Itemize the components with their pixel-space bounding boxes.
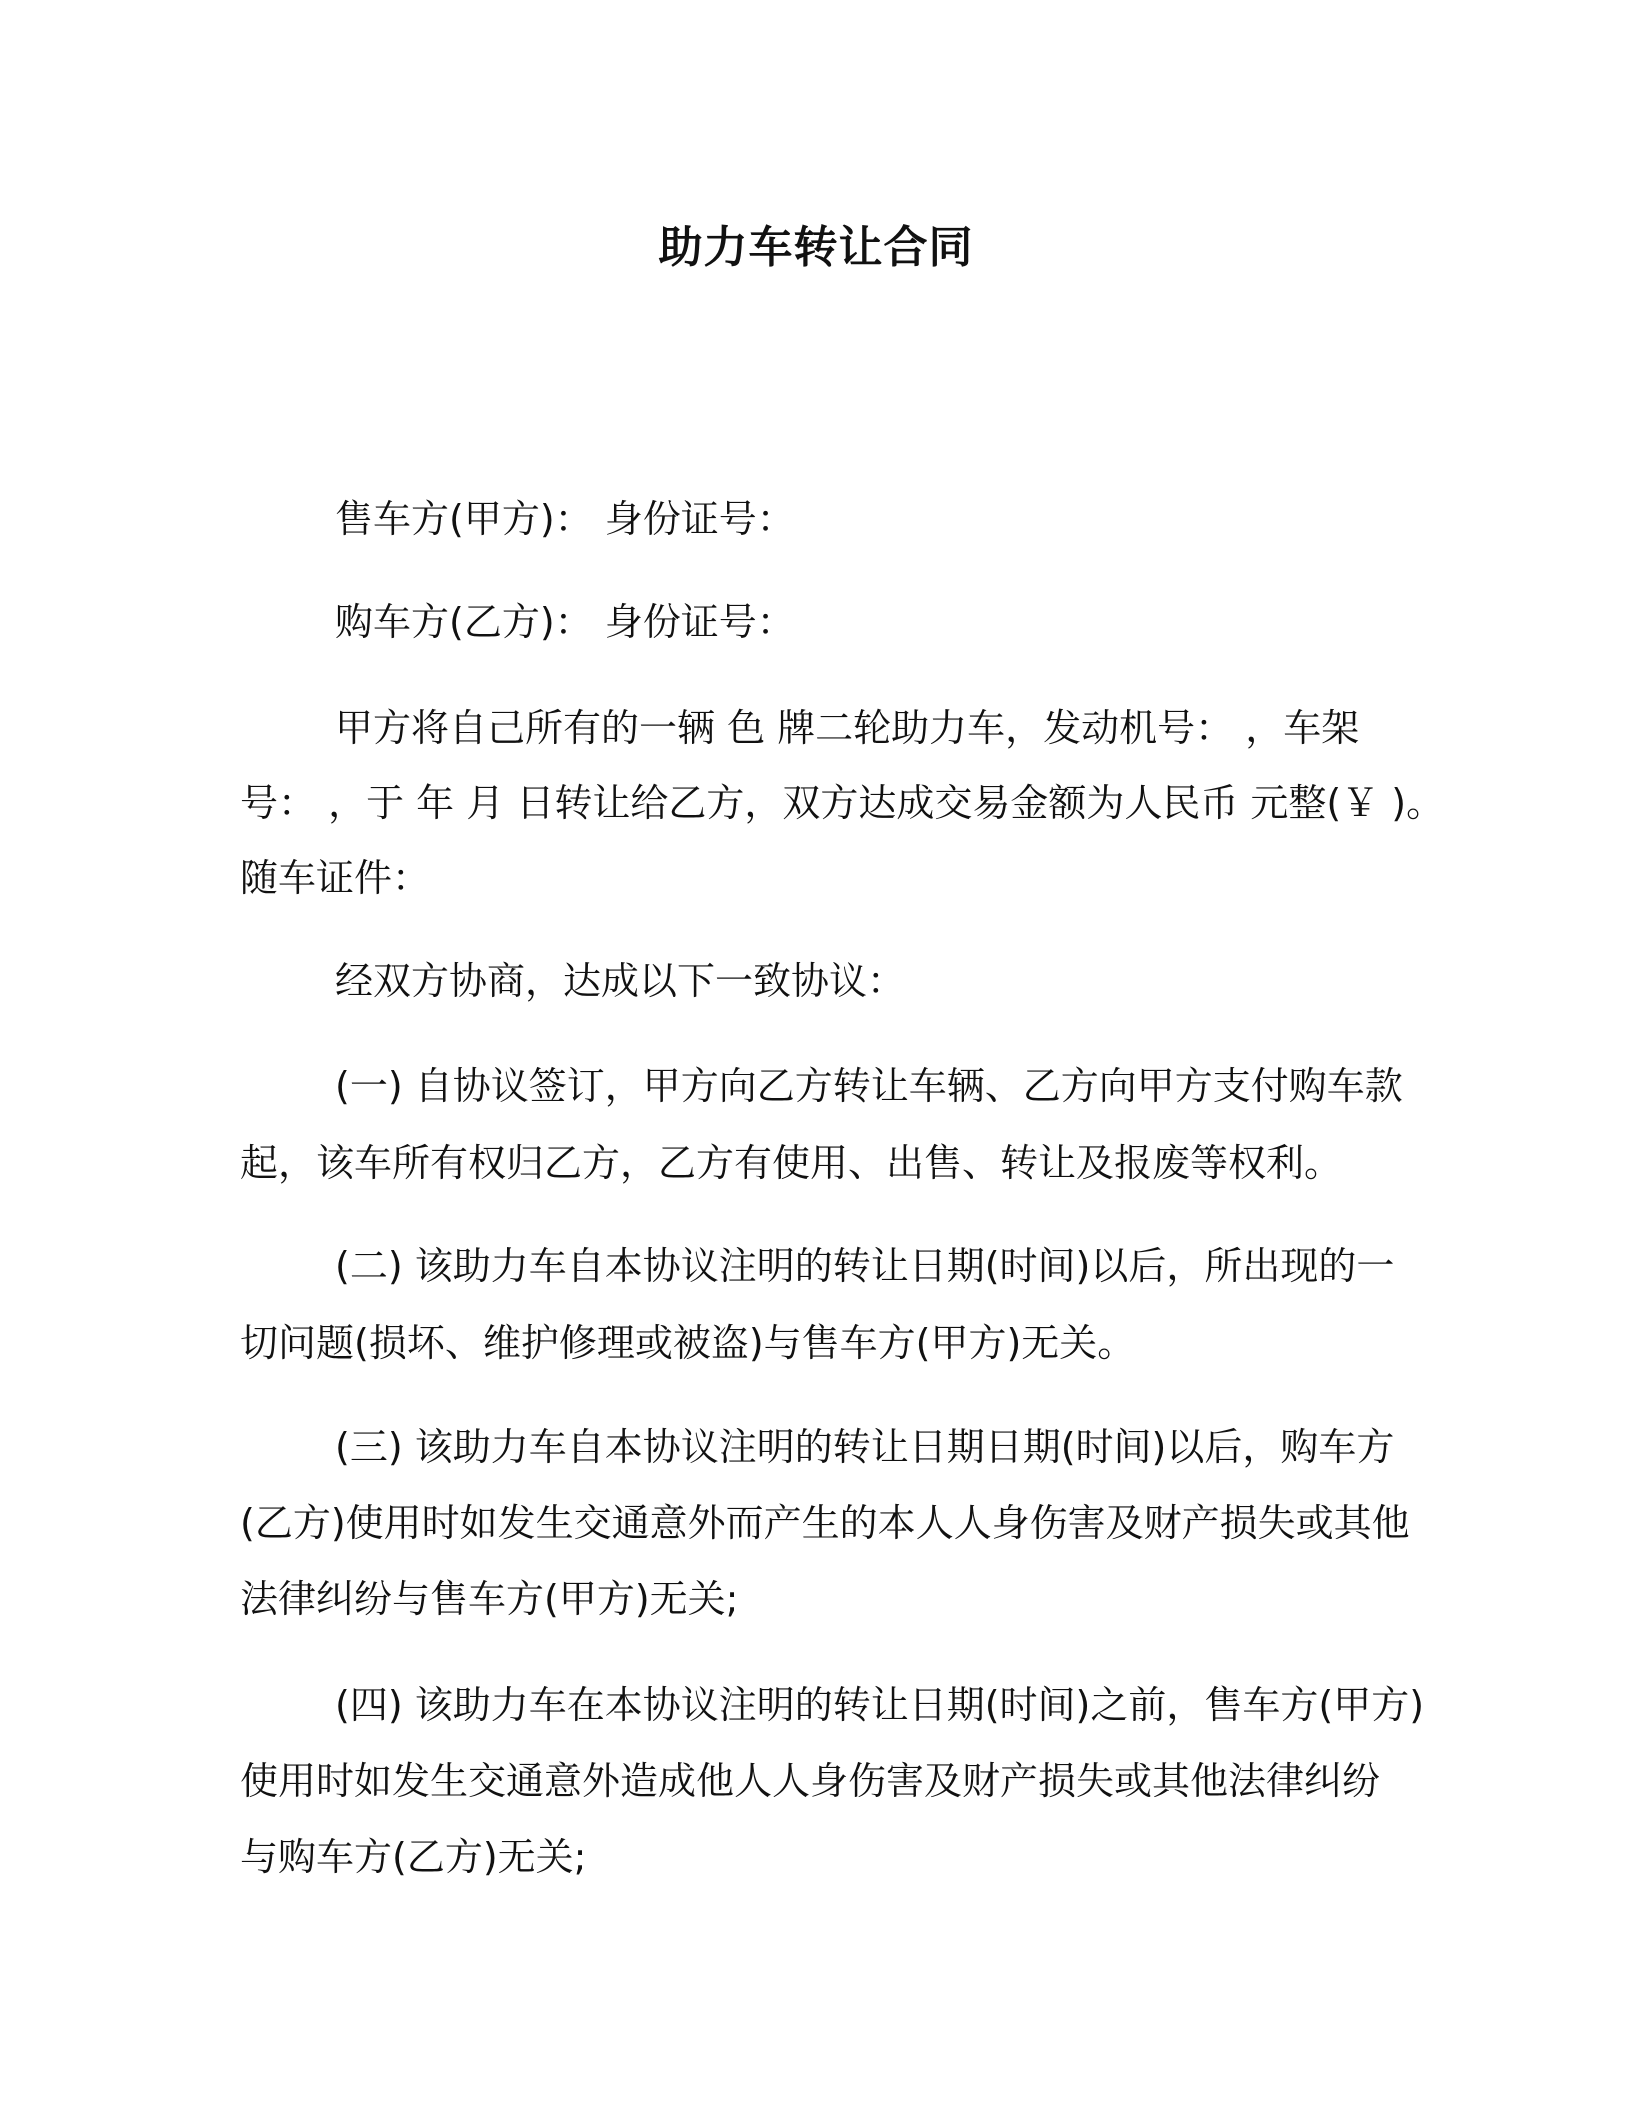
document-title: 助力车转让合同: [658, 222, 974, 273]
paragraph-intro-line-1: 甲方将自己所有的一辆 色 牌二轮助力车，发动机号： ，车架: [335, 706, 1360, 750]
clause-2-line-1: (二) 该助力车自本协议注明的转让日期(时间)以后，所出现的一: [335, 1244, 1395, 1288]
clause-3-line-3: 法律纠纷与售车方(甲方)无关;: [240, 1577, 739, 1621]
clause-1-line-2: 起，该车所有权归乙方，乙方有使用、出售、转让及报废等权利。: [240, 1141, 1343, 1185]
clause-4-line-3: 与购车方(乙方)无关;: [240, 1835, 587, 1879]
seller-line: 售车方(甲方)： 身份证号：: [335, 497, 795, 541]
paragraph-intro-line-3: 随车证件：: [240, 856, 431, 900]
clause-2-line-2: 切问题(损坏、维护修理或被盗)与售车方(甲方)无关。: [240, 1321, 1136, 1365]
clause-4-line-1: (四) 该助力车在本协议注明的转让日期(时间)之前，售车方(甲方): [335, 1683, 1425, 1727]
paragraph-intro-line-2: 号： ，于 年 月 日转让给乙方，双方达成交易金额为人民币 元整(￥ )。: [240, 781, 1445, 825]
agreement-lead: 经双方协商，达成以下一致协议：: [335, 959, 906, 1003]
buyer-line: 购车方(乙方)： 身份证号：: [335, 600, 795, 644]
clause-1-line-1: (一) 自协议签订，甲方向乙方转让车辆、乙方向甲方支付购车款: [335, 1064, 1403, 1108]
clause-3-line-1: (三) 该助力车自本协议注明的转让日期日期(时间)以后，购车方: [335, 1425, 1395, 1469]
clause-3-line-2: (乙方)使用时如发生交通意外而产生的本人人身伤害及财产损失或其他: [240, 1501, 1410, 1545]
clause-4-line-2: 使用时如发生交通意外造成他人人身伤害及财产损失或其他法律纠纷: [240, 1759, 1381, 1803]
